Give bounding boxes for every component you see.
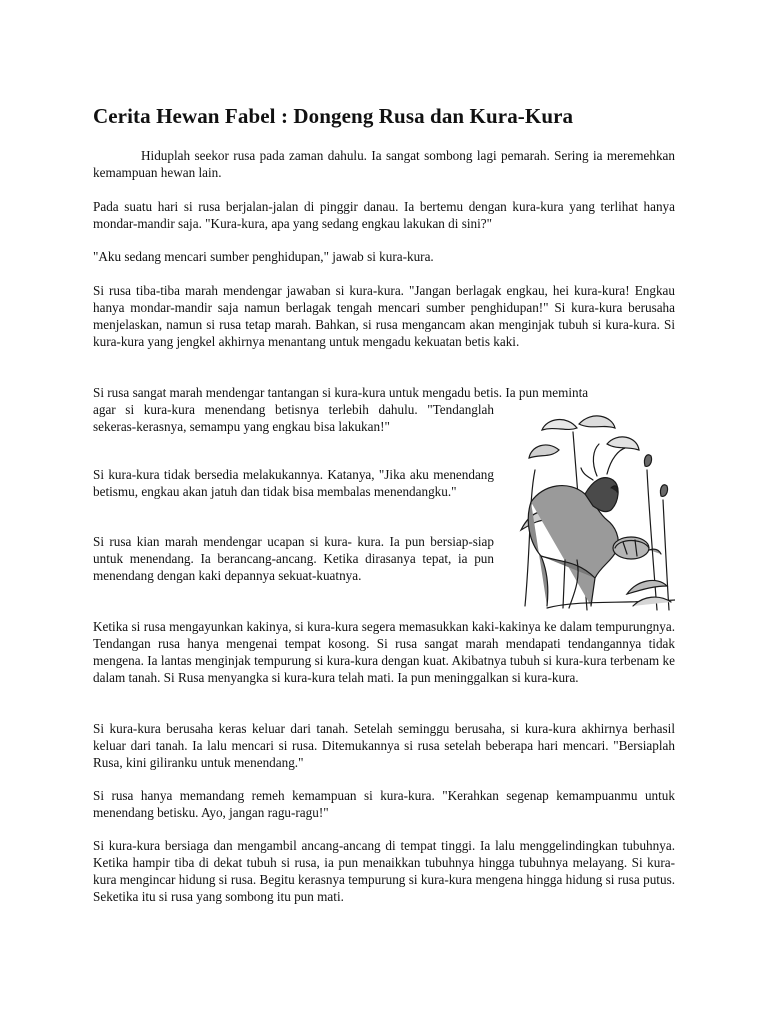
paragraph-11: Si rusa hanya memandang remeh kemampuan si kura-kura. "Kerahkan segenap kemampuanmu untuk menendang betisku. Ayo, jangan ragu-ragu!" [93,788,675,820]
paragraph-9: Ketika si rusa mengayunkan kakinya, si kura-kura segera memasukkan kaki-kakinya ke dalam tempurungnya. Tendangan rusa hanya mengenai tempat kosong. Si rusa sangat marah mendapati tendangannya tidak mengena. Ia lantas menginjak tempurung si kura-kura dengan kuat. Akibatnya tubuh si kura-kura terbenam ke dalam tanah. Si Rusa menyangka si kura-kura telah mati. Ia pun meninggalkan si kura-kura. [93,619,675,685]
paragraph-12: Si kura-kura bersiaga dan mengambil ancang-ancang di tempat tinggi. Ia lalu menggelindingkan tubuhnya. Ketika hampir tiba di dekat tubuh si rusa, ia pun menaikkan tubuhnya hingga tubuhnya melayang. Si kura-kura mengincar hidung si rusa. Begitu kerasnya tempurung si kura-kura mengena hingga hidung si rusa putus. Seketika itu si rusa yang sombong itu pun mati. [93,838,675,904]
paragraph-3: "Aku sedang mencari sumber penghidupan," jawab si kura-kura. [93,249,434,264]
paragraph-7: Si kura-kura tidak bersedia melakukannya. Katanya, "Jika aku menendang betismu, engkau akan jatuh dan tidak bisa membalas menendangku." [93,467,494,499]
paragraph-6: agar si kura-kura menendang betisnya terlebih dahulu. "Tendanglah sekeras-kerasnya, semampu yang engkau bisa lakukan!" [93,402,494,434]
paragraph-2: Pada suatu hari si rusa berjalan-jalan di pinggir danau. Ia bertemu dengan kura-kura yang terlihat hanya mondar-mandir saja. "Kura-kura, apa yang sedang engkau lakukan di sini?" [93,199,675,231]
story-title: Cerita Hewan Fabel : Dongeng Rusa dan Kura-Kura [93,104,574,128]
deer-and-turtle-illustration [507,410,675,612]
paragraph-10: Si kura-kura berusaha keras keluar dari tanah. Setelah seminggu berusaha, si kura-kura akhirnya berhasil keluar dari tanah. Ia lalu mencari si rusa. Ditemukannya si rusa setelah beberapa hari mencari. "Bersiaplah Rusa, kini giliranku untuk menendang." [93,721,675,770]
paragraph-1: Hiduplah seekor rusa pada zaman dahulu. Ia sangat sombong lagi pemarah. Sering ia meremehkan kemampuan hewan lain. [93,148,675,180]
paragraph-8: Si rusa kian marah mendengar ucapan si kura- kura. Ia pun bersiap-siap untuk menendang. Ia berancang-ancang. Ketika dirasanya tepat, ia pun menendang dengan kaki depannya sekuat-kuatnya. [93,534,494,583]
paragraph-4: Si rusa tiba-tiba marah mendengar jawaban si kura-kura. "Jangan berlagak engkau, hei kura-kura! Engkau hanya mondar-mandir saja namun berlagak tengah mencari sumber penghidupan!" Si kura-kura berusaha menjelaskan, namun si rusa tetap marah. Bahkan, si rusa mengancam akan menginjak tubuh si kura-kura. Si kura-kura yang jengkel akhirnya menantang untuk mengadu kekuatan betis kaki. [93,283,675,349]
paragraph-5: Si rusa sangat marah mendengar tantangan si kura-kura untuk mengadu betis. Ia pun meminta [93,385,589,400]
